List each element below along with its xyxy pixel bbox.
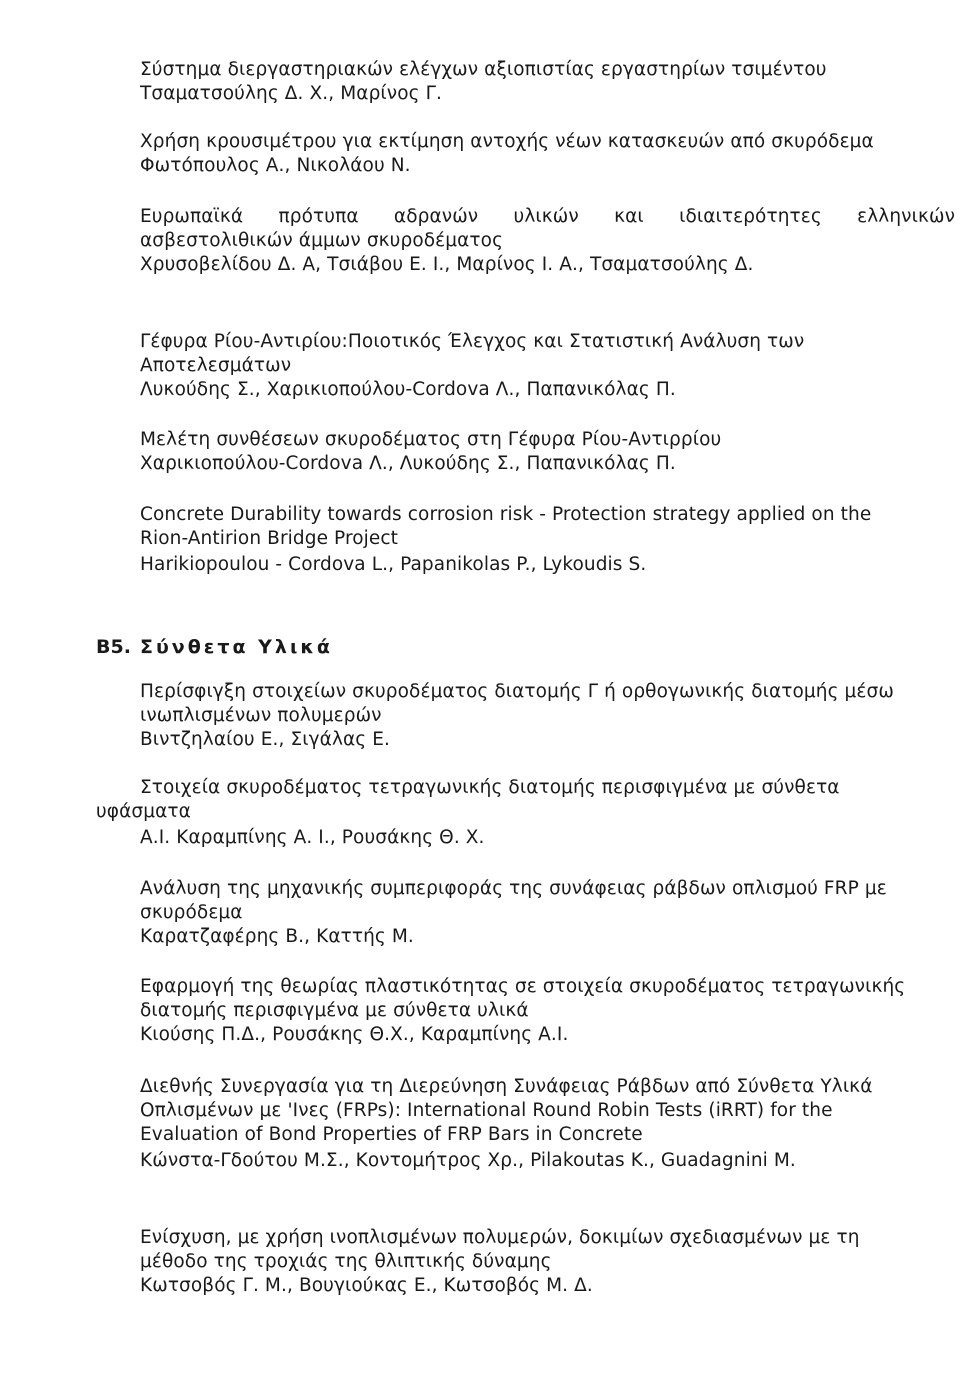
text-line: Α.Ι. Καραμπίνης Α. Ι., Ρουσάκης Θ. Χ. bbox=[140, 827, 485, 848]
text-line: Λυκούδης Σ., Χαρικιοπούλου-Cordova Λ., Παπανικόλας Π. bbox=[140, 379, 676, 400]
text-line: Harikiopoulou - Cordova L., Papanikolas P., Lykoudis S. bbox=[140, 554, 647, 575]
text-line: Βιντζηλαίου Ε., Σιγάλας Ε. bbox=[140, 729, 390, 750]
text-line: Γέφυρα Ρίου-Αντιρίου:Ποιοτικός Έλεγχος και Στατιστική Ανάλυση των bbox=[140, 331, 805, 352]
text-line: Ευρωπαϊκά πρότυπα αδρανών υλικών και ιδιαιτερότητες ελληνικών bbox=[140, 206, 955, 227]
text-line: Αποτελεσμάτων bbox=[140, 355, 292, 376]
section-number: B5. bbox=[96, 636, 131, 658]
text-line: ασβεστολιθικών άμμων σκυροδέματος bbox=[140, 230, 504, 251]
text-line: Εφαρμογή της θεωρίας πλαστικότητας σε στοιχεία σκυροδέματος τετραγωνικής bbox=[140, 976, 906, 997]
text-line: μέθοδο της τροχιάς της θλιπτικής δύναμης bbox=[140, 1251, 552, 1272]
text-line: Evaluation of Bond Properties of FRP Bars in Concrete bbox=[140, 1124, 643, 1145]
text-line: Οπλισμένων με 'Ινες (FRPs): International Round Robin Tests (iRRT) for the bbox=[140, 1100, 833, 1121]
text-line: Κιούσης Π.Δ., Ρουσάκης Θ.Χ., Καραμπίνης Α.Ι. bbox=[140, 1024, 569, 1045]
text-line: Φωτόπουλος Α., Νικολάου Ν. bbox=[140, 155, 411, 176]
text-line: Στοιχεία σκυροδέματος τετραγωνικής διατομής περισφιγμένα με σύνθετα bbox=[140, 777, 840, 798]
text-line: ινωπλισμένων πολυμερών bbox=[140, 705, 382, 726]
text-line: Χρυσοβελίδου Δ. Α, Τσιάβου Ε. Ι., Μαρίνος Ι. Α., Τσαματσούλης Δ. bbox=[140, 254, 754, 275]
text-line: διατομής περισφιγμένα με σύνθετα υλικά bbox=[140, 1000, 529, 1021]
text-line: Ανάλυση της μηχανικής συμπεριφοράς της συνάφειας ράβδων οπλισμού FRP με bbox=[140, 878, 887, 899]
text-line: Concrete Durability towards corrosion risk - Protection strategy applied on the bbox=[140, 504, 872, 525]
text-line: Καρατζαφέρης Β., Καττής Μ. bbox=[140, 926, 414, 947]
text-line: Τσαματσούλης Δ. Χ., Μαρίνος Γ. bbox=[140, 83, 442, 104]
text-line: Κωτσοβός Γ. Μ., Βουγιούκας Ε., Κωτσοβός Μ. Δ. bbox=[140, 1275, 593, 1296]
text-line: Rion-Antirion Bridge Project bbox=[140, 528, 399, 549]
text-line: υφάσματα bbox=[96, 801, 191, 822]
text-line: Κώνστα-Γδούτου Μ.Σ., Κοντομήτρος Χρ., Pilakoutas K., Guadagnini M. bbox=[140, 1150, 796, 1171]
section-title: Σύνθετα Υλικά bbox=[140, 636, 333, 658]
text-line: Χρήση κρουσιμέτρου για εκτίμηση αντοχής νέων κατασκευών από σκυρόδεμα bbox=[140, 131, 874, 152]
text-line: Μελέτη συνθέσεων σκυροδέματος στη Γέφυρα Ρίου-Αντιρρίου bbox=[140, 429, 722, 450]
text-line: Περίσφιγξη στοιχείων σκυροδέματος διατομής Γ ή ορθογωνικής διατομής μέσω bbox=[140, 681, 894, 702]
text-line: Διεθνής Συνεργασία για τη Διερεύνηση Συνάφειας Ράβδων από Σύνθετα Υλικά bbox=[140, 1076, 873, 1097]
text-line: Ενίσχυση, με χρήση ινοπλισμένων πολυμερών, δοκιμίων σχεδιασμένων με τη bbox=[140, 1227, 860, 1248]
text-line: Χαρικιοπούλου-Cordova Λ., Λυκούδης Σ., Παπανικόλας Π. bbox=[140, 453, 676, 474]
text-line: σκυρόδεμα bbox=[140, 902, 243, 923]
text-line: Σύστημα διεργαστηριακών ελέγχων αξιοπιστίας εργαστηρίων τσιμέντου bbox=[140, 59, 827, 80]
